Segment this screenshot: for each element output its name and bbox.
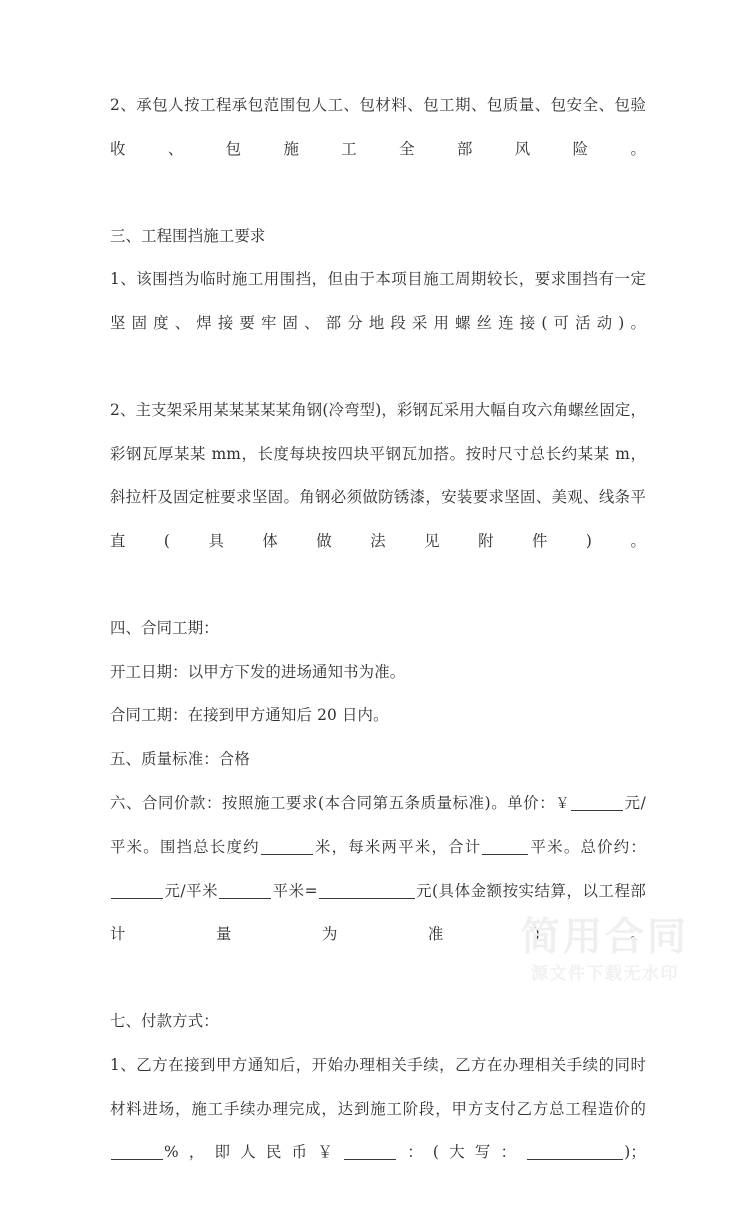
- section-heading-five: 五、质量标准：合格: [110, 749, 250, 768]
- price-lead-text: 六、合同价款：按照施工要求(本合同第五条质量标准)。单价：: [110, 793, 556, 812]
- blank-area-2[interactable]: [219, 883, 271, 899]
- price-text-after-total-area: 平米。总价约：: [529, 838, 646, 857]
- payment-lead-text: 1、乙方在接到甲方通知后，开始办理相关手续，乙方在办理相关手续的同时材料进场，施工手续办理完成，达到施工阶段，甲方支付乙方总工程造价的: [110, 1056, 646, 1118]
- clause-contractor-scope: 2、承包人按工程承包范围包人工、包材料、包工期、包质量、包安全、包验收、包施工全部风险。: [110, 96, 646, 158]
- section-heading-four: 四、合同工期：: [110, 619, 219, 638]
- blank-unit-price[interactable]: [571, 795, 623, 811]
- payment-text-after-percent: %，即人民币￥: [164, 1143, 344, 1162]
- section-heading-three: 三、工程围挡施工要求: [110, 226, 266, 245]
- price-text-after-area-2: 平米=: [272, 881, 318, 900]
- section-heading-seven: 七、付款方式：: [110, 1012, 219, 1031]
- watermark-main-text: 简用合同: [520, 915, 689, 960]
- blank-total-amount[interactable]: [319, 883, 415, 899]
- price-text-after-unit-price-2: 元/平米: [164, 881, 219, 900]
- blank-payment-amount[interactable]: [344, 1144, 396, 1160]
- clause-enclosure-temporary: 1、该围挡为临时施工用围挡，但由于本项目施工周期较长，要求围挡有一定坚固度、焊接要牢固、部分地段采用螺丝连接(可活动)。: [110, 270, 646, 332]
- payment-text-tail: )；: [624, 1143, 646, 1162]
- blank-payment-amount-in-words[interactable]: [527, 1144, 623, 1160]
- blank-total-length[interactable]: [261, 839, 313, 855]
- payment-text-after-amount: ：(大写：: [397, 1143, 527, 1162]
- clause-start-date: 开工日期：以甲方下发的进场通知书为准。: [110, 662, 406, 681]
- price-text-after-amount: 元(具体金额按实结算，以工程部计量为准)。: [110, 881, 646, 944]
- price-text-after-length: 米，每米两平米，合计: [313, 838, 482, 857]
- price-text-after-unit-price: 元/平米。围挡总长度约: [110, 793, 646, 857]
- clause-frame-material: 2、主支架采用某某某某某角钢(冷弯型)，彩钢瓦采用大幅自攻六角螺丝固定，彩钢瓦厚某某 mm，长度每块按四块平钢瓦加搭。按时尺寸总长约某某 m，斜拉杆及固定桩要求坚固。角钢必须做防锈漆，安装要求坚固、美观、线条平直(具体做法见附件)。: [110, 401, 646, 550]
- section-six-contract-price: [110, 782, 646, 1001]
- watermark-subtitle-text: 源文件下载无水印: [531, 964, 679, 984]
- currency-symbol-unit-price: ￥: [555, 795, 571, 812]
- document-text-body: [110, 84, 646, 1218]
- blank-payment-percent[interactable]: [111, 1144, 163, 1160]
- blank-total-area[interactable]: [482, 839, 528, 855]
- blank-unit-price-2[interactable]: [111, 883, 163, 899]
- clause-payment-stage-one: [110, 1044, 646, 1218]
- clause-duration: 合同工期：在接到甲方通知后 20 日内。: [110, 706, 389, 725]
